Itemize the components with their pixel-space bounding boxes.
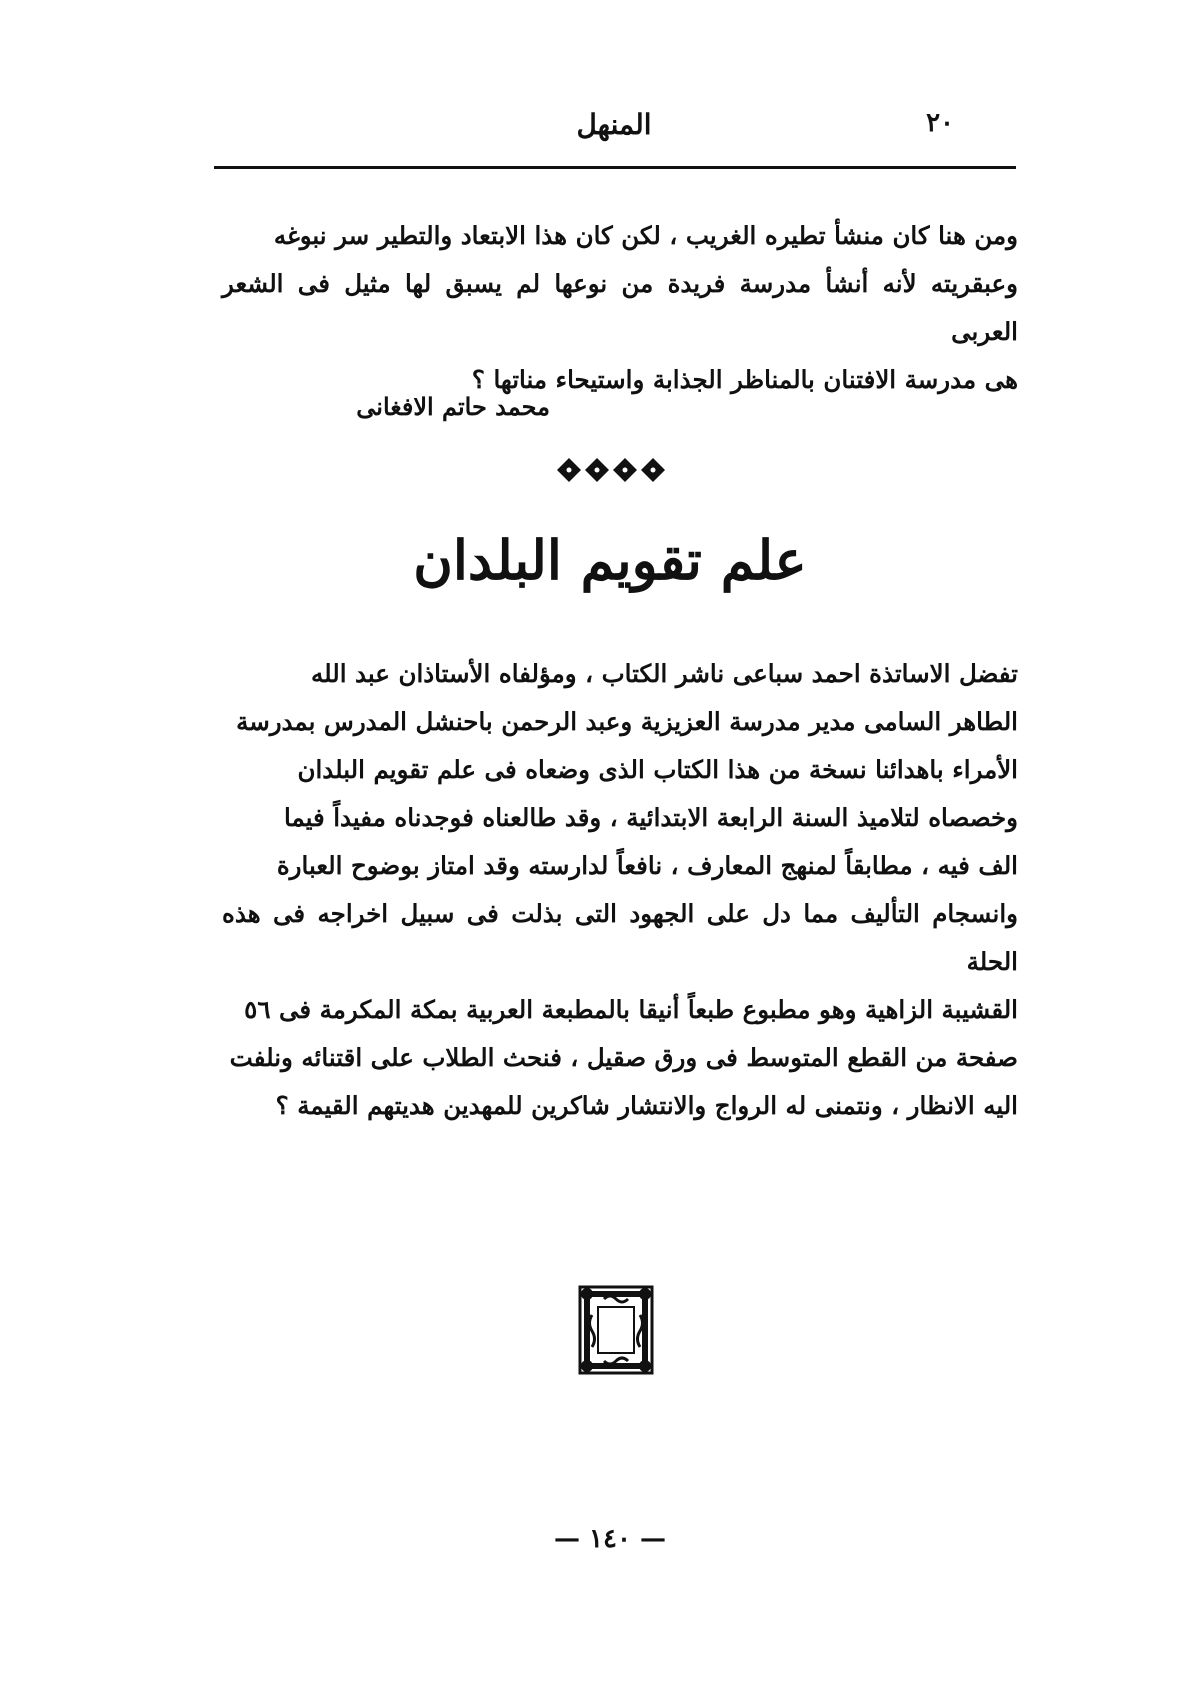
footer-page-number: — ١٤٠ — (553, 1524, 667, 1554)
intro-paragraph (222, 212, 1018, 404)
intro-line: ومن هنا كان منشأ تطيره الغريب ، لكن كان هذا الابتعاد والتطير سر نبوغه (273, 221, 1018, 250)
article-body (222, 650, 1018, 1130)
body-line: اليه الانظار ، ونتمنى له الرواج والانتشار شاكرين للمهدين هديتهم القيمة ؟ (275, 1091, 1018, 1120)
running-title: المنهل (576, 108, 652, 141)
intro-line: هى مدرسة الافتنان بالمناظر الجذابة واستيحاء مناتها ؟ (471, 365, 1018, 394)
page-header (214, 108, 1014, 148)
diamond-ornament-icon (555, 455, 667, 485)
body-line: صفحة من القطع المتوسط فى ورق صقيل ، فنحث الطلاب على اقتنائه ونلفت (229, 1043, 1018, 1072)
tailpiece-ornament-icon (578, 1285, 654, 1375)
page-number-top: ٢٠ (926, 108, 954, 138)
author-signature: محمد حاتم الافغانى (356, 392, 550, 421)
body-line: الطاهر السامى مدير مدرسة العزيزية وعبد الرحمن باحنشل المدرس بمدرسة (236, 707, 1018, 736)
article-title: علم تقويم البلدان (413, 528, 807, 592)
body-line: وانسجام التأليف مما دل على الجهود التى بذلت فى سبيل اخراجه فى هذه الحلة (222, 899, 1018, 976)
body-line: تفضل الاساتذة احمد سباعى ناشر الكتاب ، ومؤلفاه الأستاذان عبد الله (311, 659, 1018, 688)
body-line: الأمراء باهدائنا نسخة من هذا الكتاب الذى وضعاه فى علم تقويم البلدان (297, 755, 1018, 784)
body-line: وخصصاه لتلاميذ السنة الرابعة الابتدائية ، وقد طالعناه فوجدناه مفيداً فيما (283, 803, 1018, 832)
intro-line: وعبقريته لأنه أنشأ مدرسة فريدة من نوعها لم يسبق لها مثيل فى الشعر العربى (222, 269, 1018, 346)
body-line: القشيبة الزاهية وهو مطبوع طبعاً أنيقا بالمطبعة العربية بمكة المكرمة فى ٥٦ (244, 995, 1018, 1024)
header-rule (214, 166, 1016, 169)
body-line: الف فيه ، مطابقاً لمنهج المعارف ، نافعاً لدارسته وقد امتاز بوضوح العبارة (276, 851, 1018, 880)
